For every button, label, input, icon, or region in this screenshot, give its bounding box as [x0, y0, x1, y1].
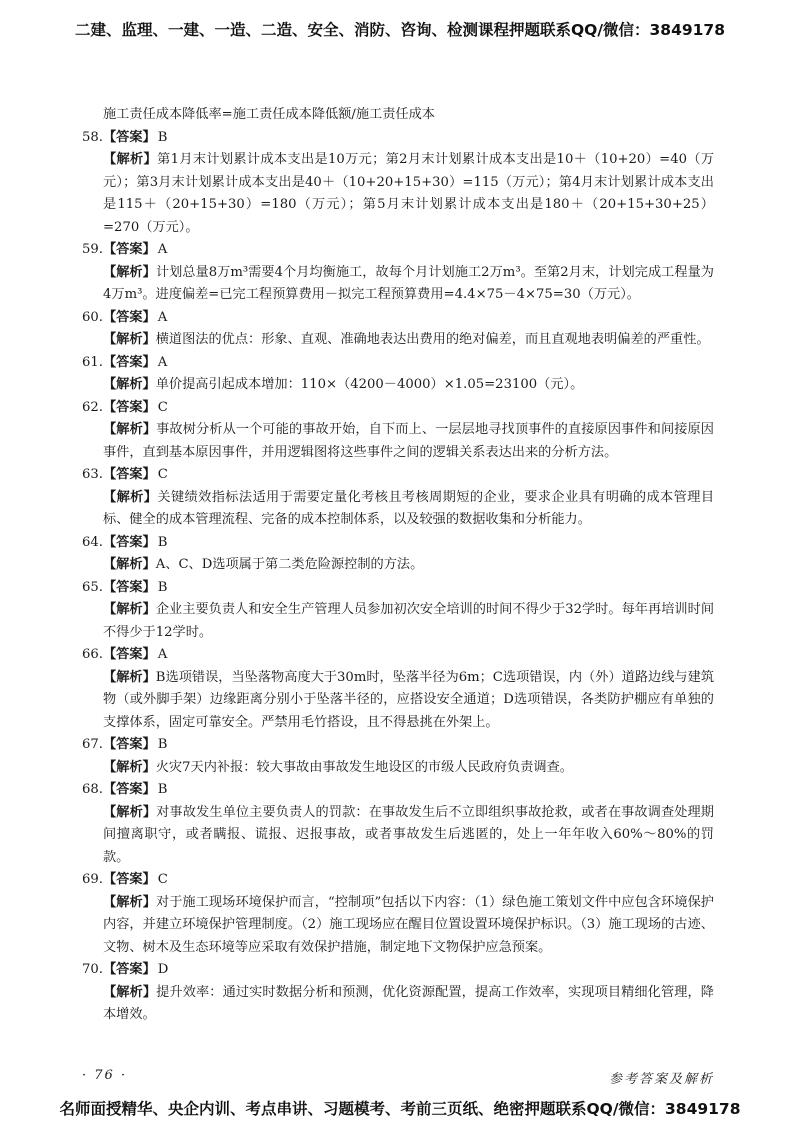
question-number: 58.	[82, 129, 103, 145]
answer-line	[82, 239, 714, 262]
question-number: 62.	[82, 399, 103, 415]
question-number: 63.	[82, 467, 103, 482]
section-title: 参考答案及解析	[608, 1072, 714, 1087]
analysis-text: A、C、D选项属于第二类危险源控制的方法。	[155, 557, 424, 572]
answer-label: 【答案】	[103, 242, 156, 257]
answer-letter: A	[157, 242, 168, 257]
answer-line	[82, 127, 714, 150]
answer-letter: B	[157, 129, 168, 145]
analysis-label: 【解析】	[103, 422, 157, 437]
analysis-paragraph	[82, 757, 714, 780]
answer-item	[82, 869, 714, 959]
answer-item	[82, 532, 714, 577]
answer-letter: C	[157, 399, 168, 415]
analysis-text: 横道图法的优点：形象、直观、准确地表达出费用的绝对偏差，而且直观地表明偏差的严重性。	[155, 332, 710, 347]
analysis-label: 【解析】	[103, 332, 156, 347]
answer-label: 【答案】	[103, 399, 156, 415]
answer-label: 【答案】	[103, 534, 156, 550]
analysis-paragraph	[82, 262, 714, 307]
analysis-paragraph	[82, 149, 714, 239]
answer-letter: A	[157, 309, 168, 325]
answer-letter: B	[157, 534, 168, 550]
analysis-label: 【解析】	[103, 152, 158, 167]
answer-item	[82, 397, 714, 465]
answer-line	[82, 532, 714, 555]
answer-item	[82, 352, 714, 397]
answer-item	[82, 734, 714, 779]
analysis-paragraph	[82, 599, 714, 644]
analysis-text: 关键绩效指标法适用于需要定量化考核且考核周期短的企业，要求企业具有明确的成本管理目标、健全的成本管理流程、完备的成本控制体系，以及较强的数据收集和分析能力。	[103, 489, 715, 527]
analysis-label: 【解析】	[103, 377, 156, 392]
question-number: 68.	[82, 782, 103, 797]
answer-label: 【答案】	[103, 129, 156, 145]
answer-line	[82, 577, 714, 600]
answer-item	[82, 577, 714, 645]
analysis-text: 提升效率：通过实时数据分析和预测，优化资源配置，提高工作效率，实现项目精细化管理，降本增效。	[103, 984, 714, 1022]
analysis-label: 【解析】	[103, 984, 157, 1000]
page-number: · 76 ·	[82, 1068, 128, 1083]
question-number: 59.	[82, 242, 103, 257]
answer-letter: D	[157, 962, 169, 977]
analysis-text: 对事故发生单位主要负责人的罚款：在事故发生后不立即组织事故抢救，或者在事故调查处理期间擅离职守，或者瞒报、谎报、迟报事故，或者事故发生后逃匿的，处上一年年收入60%～80%的罚款。	[103, 804, 714, 865]
answer-line	[82, 397, 714, 420]
analysis-label: 【解析】	[103, 557, 156, 572]
footer-banner: 名师面授精华、央企内训、考点串讲、习题模考、考前三页纸、绝密押题联系QQ/微信：3849178	[59, 1100, 741, 1118]
answer-line	[82, 779, 714, 802]
question-number: 69.	[82, 872, 103, 887]
analysis-text: 计划总量8万m³需要4个月均衡施工，故每个月计划施工2万m³。至第2月末，计划完成工程量为4万m³。进度偏差=已完工程预算费用－拟完工程预算费用=4.4×75－4×75=30（万元）。	[103, 264, 714, 302]
analysis-paragraph	[82, 667, 714, 735]
answer-item	[82, 127, 714, 240]
analysis-paragraph	[82, 982, 714, 1027]
analysis-paragraph	[82, 554, 714, 577]
answer-item	[82, 644, 714, 734]
answer-item	[82, 239, 714, 307]
answer-item	[82, 464, 714, 532]
answer-line	[82, 734, 714, 757]
answer-line	[82, 352, 714, 375]
analysis-label: 【解析】	[103, 264, 156, 280]
answer-item	[82, 959, 714, 1027]
answer-label: 【答案】	[103, 309, 156, 325]
question-number: 60.	[82, 309, 103, 325]
answer-label: 【答案】	[103, 354, 156, 370]
analysis-text: B选项错误，当坠落物高度大于30m时，坠落半径为6m；C选项错误，内（外）道路边线与建筑物（或外脚手架）边缘距离分别小于坠落半径的，应搭设安全通道；D选项错误，各类防护棚应有单独的支撑体系，固定可靠安全。严禁用毛竹搭设，且不得悬挑在外架上。	[103, 669, 715, 730]
answer-label: 【答案】	[103, 737, 156, 752]
answer-letter: B	[157, 737, 168, 752]
answer-label: 【答案】	[103, 962, 156, 977]
answer-content	[82, 104, 714, 1027]
question-number: 65.	[82, 579, 103, 595]
analysis-label: 【解析】	[103, 804, 157, 820]
analysis-paragraph	[82, 487, 714, 532]
analysis-paragraph	[82, 329, 714, 352]
analysis-paragraph	[82, 802, 714, 870]
question-number: 70.	[82, 962, 103, 977]
analysis-text: 火灾7天内补报：较大事故由事故发生地设区的市级人民政府负责调查。	[155, 759, 573, 775]
page-footer	[82, 1068, 714, 1087]
answer-item	[82, 779, 714, 869]
answer-line	[82, 959, 714, 982]
answer-letter: A	[157, 647, 168, 662]
analysis-label: 【解析】	[103, 759, 156, 775]
answer-list	[82, 127, 714, 1027]
analysis-label: 【解析】	[103, 602, 156, 617]
analysis-text: 企业主要负责人和安全生产管理人员参加初次安全培训的时间不得少于32学时。每年再培训时间不得少于12学时。	[103, 602, 715, 640]
analysis-label: 【解析】	[103, 489, 158, 505]
answer-item	[82, 307, 714, 352]
analysis-text: 单价提高引起成本增加：110×（4200－4000）×1.05=23100（元）。	[155, 377, 584, 392]
analysis-label: 【解析】	[103, 669, 156, 685]
intro-line: 施工责任成本降低率=施工责任成本降低额/施工责任成本	[103, 107, 435, 122]
answer-letter: B	[157, 782, 168, 797]
answer-label: 【答案】	[103, 647, 156, 662]
analysis-paragraph	[82, 419, 714, 464]
analysis-text: 第1月末计划累计成本支出是10万元；第2月末计划累计成本支出是10＋（10+20）=40（万元）；第3月末计划累计成本支出是40＋（10+20+15+30）=115（万元）；第4月末计划累计成本支出是115＋（20+15+30）=180（万元）；第5月末计划累计成本支出是180＋（20+15+30+25）=270（万元）。	[103, 152, 715, 235]
question-number: 67.	[82, 737, 103, 752]
answer-line	[82, 464, 714, 487]
answer-label: 【答案】	[103, 467, 156, 482]
question-number: 66.	[82, 647, 103, 662]
analysis-text: 对于施工现场环境保护而言，“控制项”包括以下内容：（1）绿色施工策划文件中应包含环境保护内容，并建立环境保护管理制度。（2）施工现场应在醒目位置设置环境保护标识。（3）施工现场的古迹、文物、树木及生态环境等应采取有效保护措施，制定地下文物保护应急预案。	[103, 894, 714, 955]
question-number: 64.	[82, 534, 103, 550]
answer-line	[82, 307, 714, 330]
question-number: 61.	[82, 354, 103, 370]
answer-letter: B	[157, 579, 168, 595]
answer-letter: C	[157, 467, 168, 482]
analysis-paragraph	[82, 374, 714, 397]
analysis-text: 事故树分析从一个可能的事故开始，自下而上、一层层地寻找顶事件的直接原因事件和间接原因事件，直到基本原因事件，并用逻辑图将这些事件之间的逻辑关系表达出来的分析方法。	[103, 422, 714, 460]
header-banner: 二建、监理、一建、一造、二造、安全、消防、咨询、检测课程押题联系QQ/微信：3849178	[74, 21, 725, 39]
answer-line	[82, 644, 714, 667]
answer-label: 【答案】	[103, 872, 156, 887]
answer-line	[82, 869, 714, 892]
analysis-paragraph	[82, 892, 714, 960]
answer-label: 【答案】	[103, 579, 156, 595]
answer-letter: A	[157, 354, 168, 370]
answer-label: 【答案】	[103, 782, 156, 797]
answer-letter: C	[157, 872, 168, 887]
analysis-label: 【解析】	[103, 894, 156, 910]
